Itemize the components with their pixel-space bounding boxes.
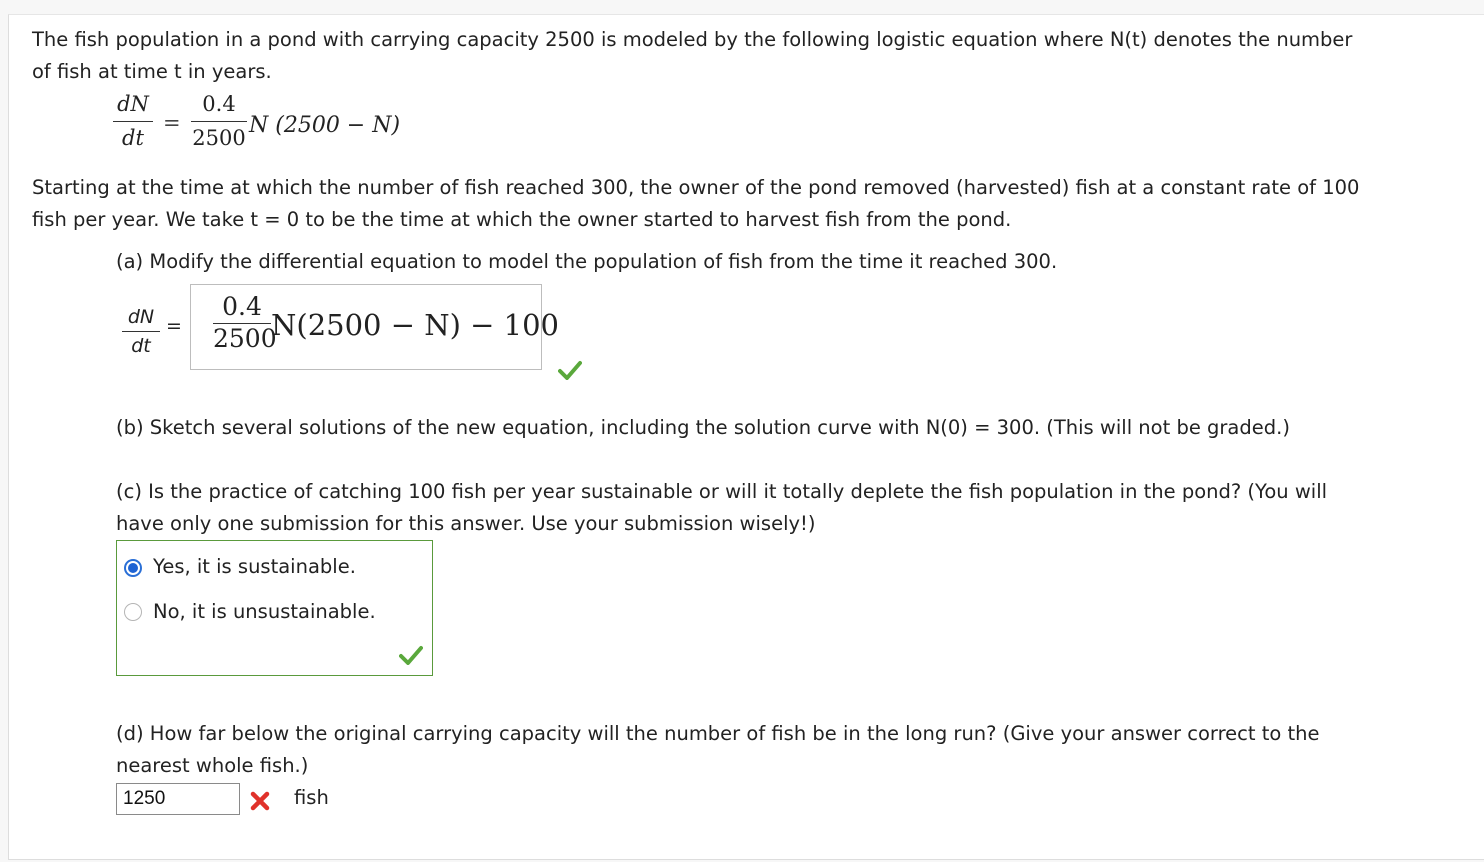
- original-eq-lhs-num: dN: [117, 92, 149, 116]
- original-eq-equals: =: [163, 111, 181, 135]
- part-c-correct-check-icon: [399, 645, 423, 665]
- part-a-lhs: [122, 306, 160, 357]
- harvest-line-2: fish per year. We take t = 0 to be the time at which the owner started to harvest fish from the pond.: [32, 208, 1012, 231]
- part-a-lhs-den: dt: [131, 335, 151, 357]
- original-eq-rhs: N (2500 − N): [249, 113, 401, 138]
- original-eq-coef-den: 2500: [192, 126, 246, 150]
- part-a-equals: =: [166, 315, 182, 337]
- part-d-incorrect-x-icon: [249, 790, 271, 812]
- harvest-line-1: Starting at the time at which the number of fish reached 300, the owner of the pond removed (harvested) fish at a constant rate of 100: [32, 176, 1360, 199]
- option-no-label[interactable]: No, it is unsustainable.: [153, 600, 376, 623]
- part-a-answer-rest: N(2500 − N) − 100: [271, 308, 560, 342]
- part-a-answer-box[interactable]: [190, 284, 560, 370]
- intro-line-2: of fish at time t in years.: [32, 60, 272, 83]
- part-c-choices: [116, 540, 433, 676]
- part-d-answer-input[interactable]: 1250: [116, 783, 240, 815]
- part-d-prompt-line-1: (d) How far below the original carrying capacity will the number of fish be in the long run? (Give your answer correct to the: [116, 722, 1320, 745]
- radio-option-no[interactable]: [124, 603, 142, 621]
- intro-line-1: The fish population in a pond with carrying capacity 2500 is modeled by the following logistic equation where N(t) denotes the number: [32, 28, 1353, 51]
- part-c-prompt-line-2: have only one submission for this answer. Use your submission wisely!): [116, 512, 816, 535]
- original-eq-lhs: [113, 92, 153, 150]
- part-a-answer-coef-num: 0.4: [222, 292, 262, 321]
- original-eq-coefficient: [191, 92, 247, 150]
- part-b-prompt: (b) Sketch several solutions of the new equation, including the solution curve with N(0) = 300. (This will not be graded.): [116, 416, 1290, 439]
- part-a-answer-coefficient: [213, 292, 277, 353]
- part-a-prompt: (a) Modify the differential equation to model the population of fish from the time it reached 300.: [116, 250, 1058, 273]
- part-c-prompt-line-1: (c) Is the practice of catching 100 fish per year sustainable or will it totally deplete the fish population in the pond? (You will: [116, 480, 1328, 503]
- part-a-correct-check-icon: [558, 360, 582, 380]
- part-a-lhs-num: dN: [127, 306, 155, 328]
- radio-option-yes[interactable]: [124, 559, 142, 577]
- part-d-unit: fish: [294, 786, 329, 809]
- option-yes-label[interactable]: Yes, it is sustainable.: [153, 555, 356, 578]
- original-eq-coef-num: 0.4: [202, 92, 236, 116]
- original-eq-lhs-den: dt: [122, 126, 144, 150]
- part-a-answer-expression: [271, 307, 559, 343]
- part-a-answer-coef-den: 2500: [213, 324, 277, 353]
- part-d-prompt-line-2: nearest whole fish.): [116, 754, 309, 777]
